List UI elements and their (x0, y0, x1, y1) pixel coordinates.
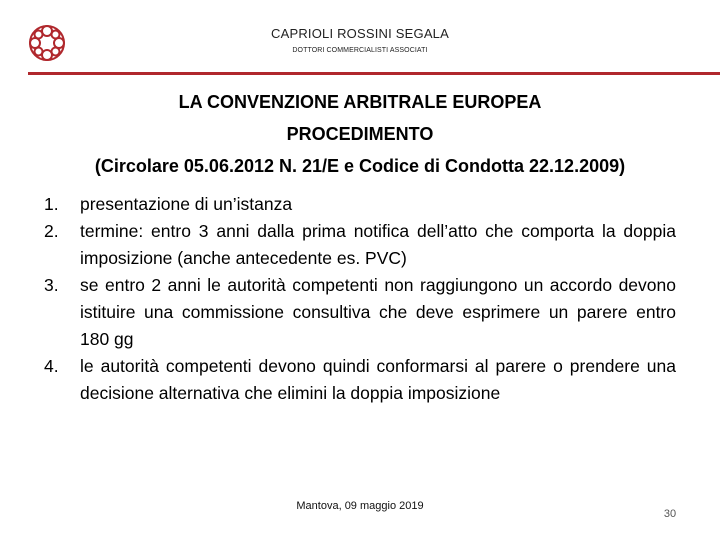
list-item-number: 2. (44, 221, 59, 241)
page-number: 30 (663, 508, 677, 520)
list-item-number: 1. (44, 194, 59, 214)
list-item-text: presentazione di un’istanza (80, 194, 293, 214)
slide-subtitle: PROCEDIMENTO (286, 124, 434, 144)
list-item (44, 218, 676, 272)
list-item-text: termine: entro 3 anni dalla prima notifica dell’atto che comporta la doppia imposizione (anche antecedente es. PVC) (80, 221, 676, 268)
header-divider (28, 72, 720, 75)
firm-name: CAPRIOLI ROSSINI SEGALA (271, 26, 449, 41)
list-item-number: 4. (44, 356, 59, 376)
slide-reference: (Circolare 05.06.2012 N. 21/E e Codice di Condotta 22.12.2009) (94, 156, 626, 176)
firm-subtitle: DOTTORI COMMERCIALISTI ASSOCIATI (292, 47, 428, 54)
procedure-list (44, 191, 676, 407)
list-item-text: le autorità competenti devono quindi conformarsi al parere o prendere una decisione alternativa che elimini la doppia imposizione (80, 356, 676, 403)
list-item (44, 191, 676, 218)
list-item (44, 272, 676, 353)
list-item-text: se entro 2 anni le autorità competenti non raggiungono un accordo devono istituire una commissione consultiva che deve esprimere un parere entro 180 gg (80, 275, 676, 349)
list-item-number: 3. (44, 275, 59, 295)
slide-title: LA CONVENZIONE ARBITRALE EUROPEA (178, 92, 542, 112)
list-item (44, 353, 676, 407)
footer-location-date: Mantova, 09 maggio 2019 (296, 500, 424, 512)
